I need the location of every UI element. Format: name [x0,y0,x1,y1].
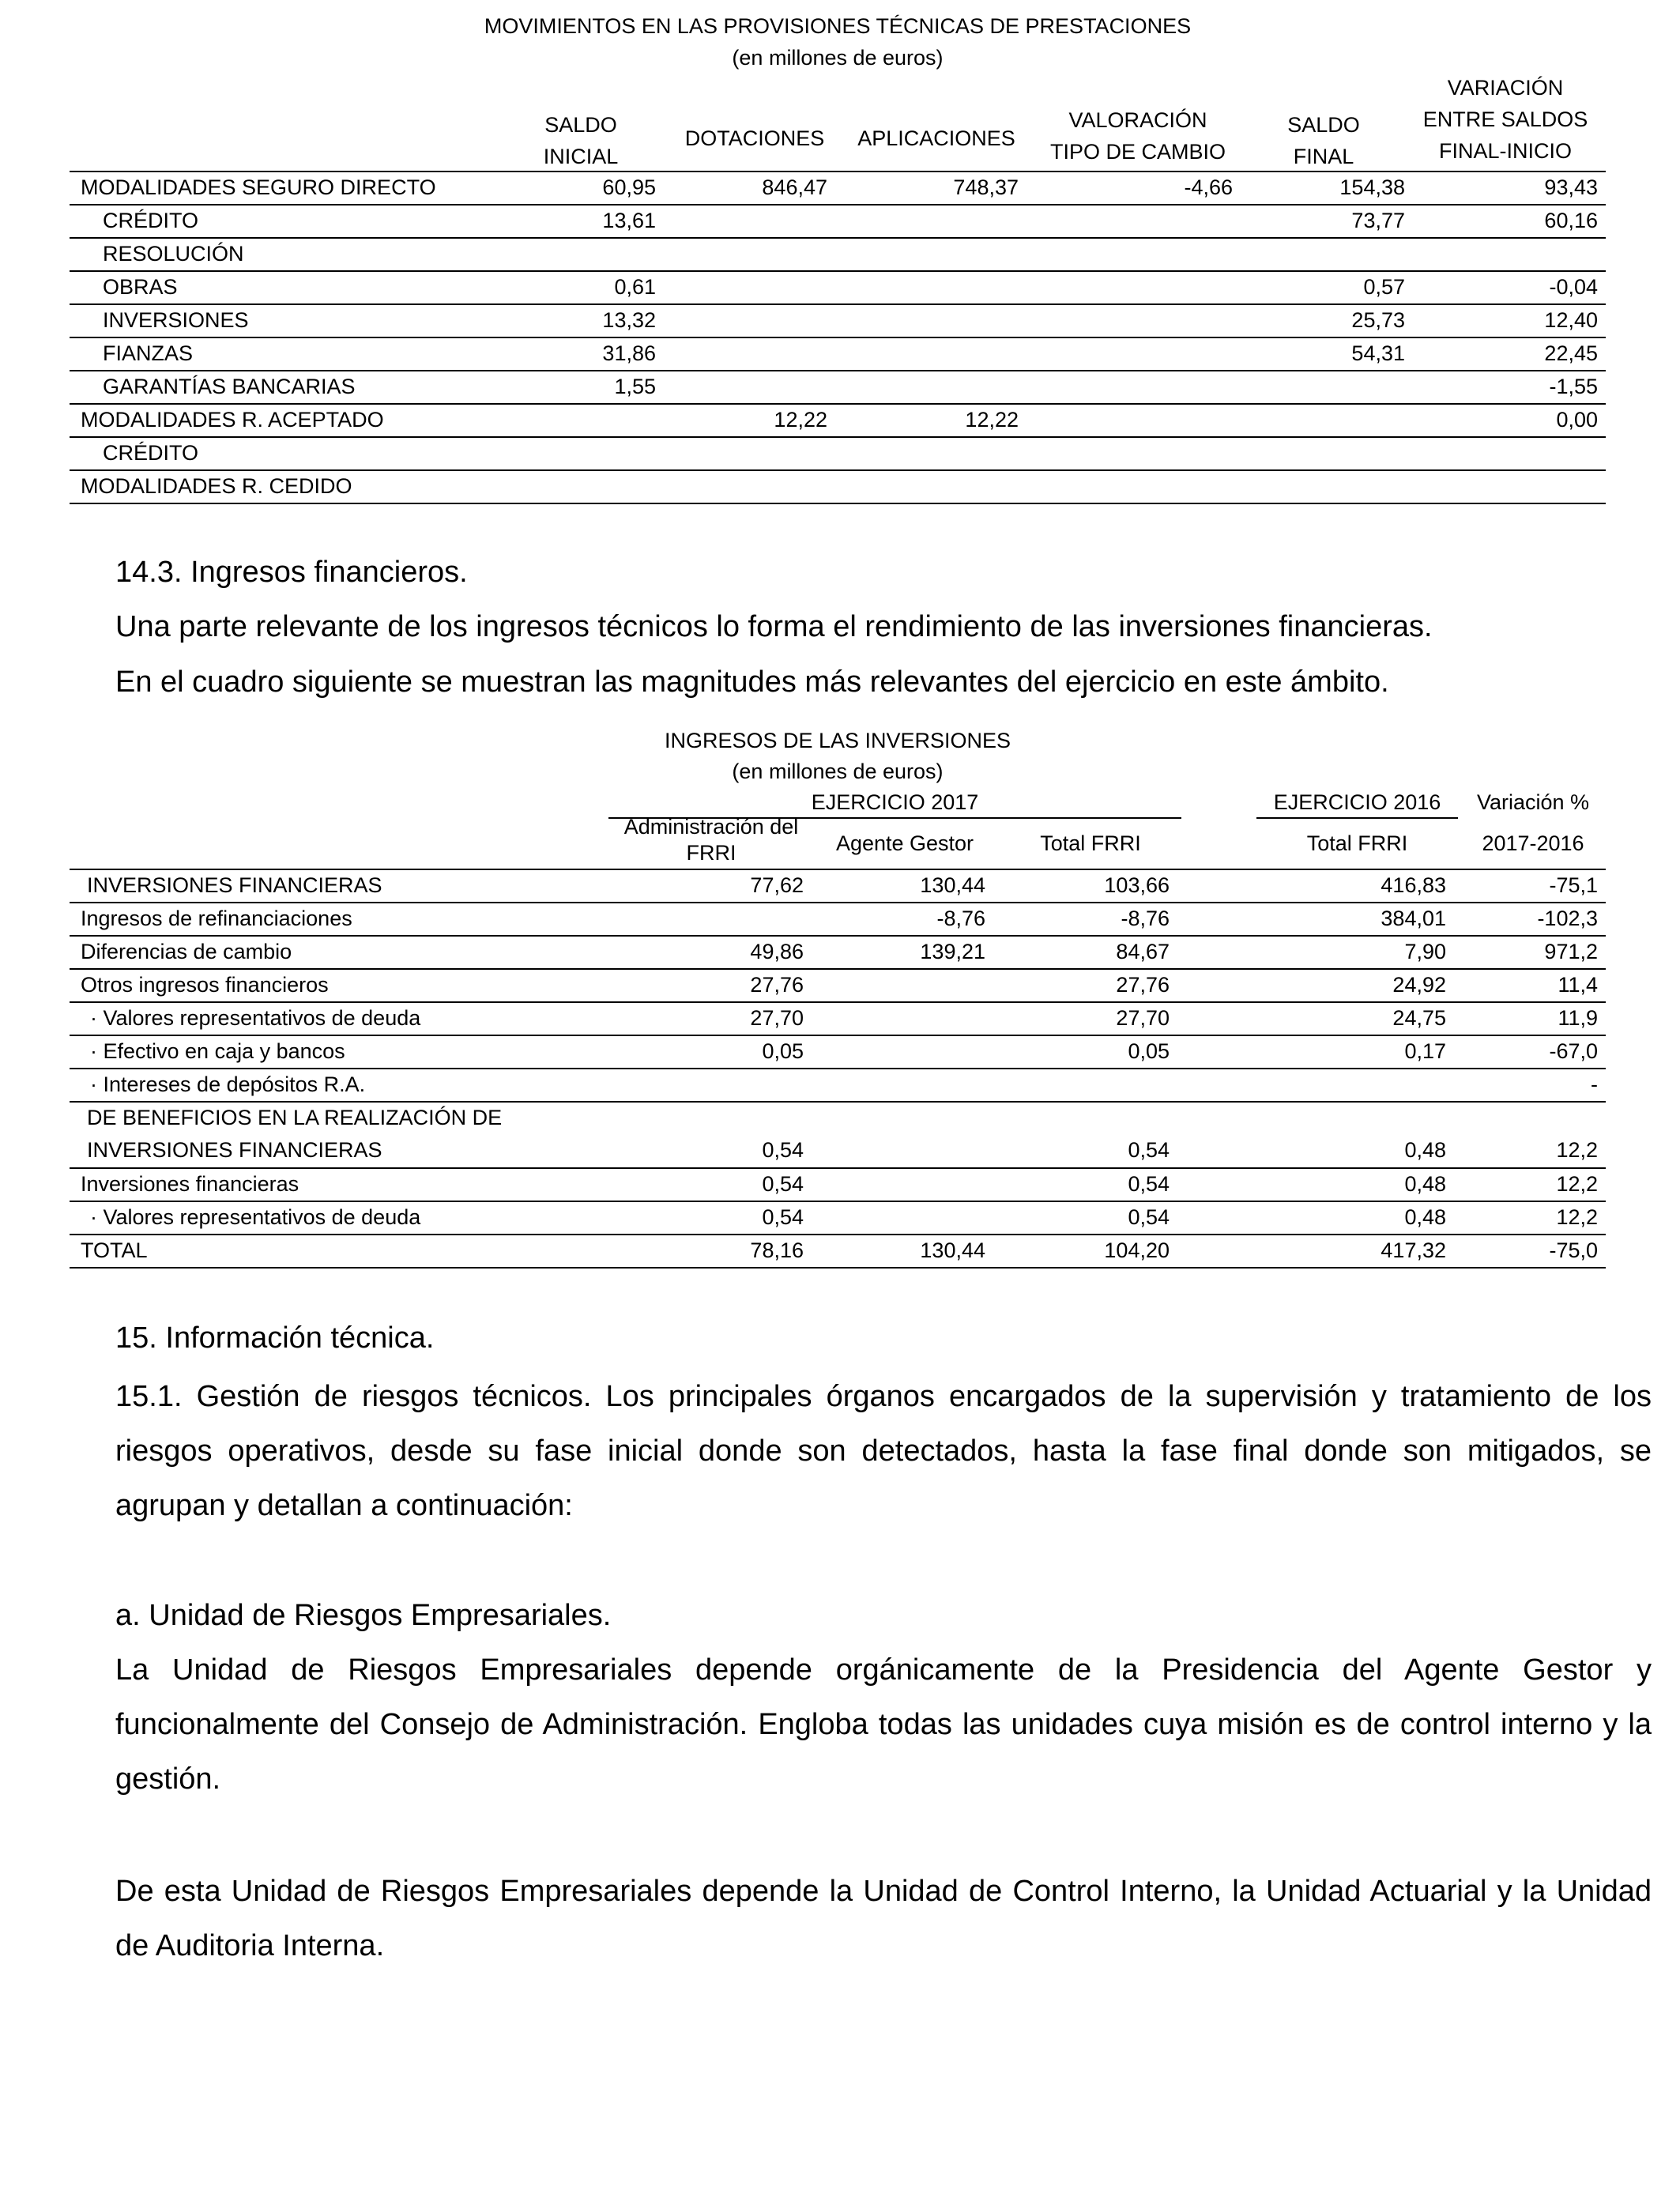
cell-value: 27,76 [1116,973,1170,997]
cell-value: 0,54 [762,1172,804,1196]
header-variacion [1399,72,1612,167]
paragraph: De esta Unidad de Riesgos Empresariales depende la Unidad de Control Interno, la Unidad Actuarial y la Unidad de Auditoria Interna. [115,1875,1652,1962]
header-agente-gestor: Agente Gestor [835,831,974,855]
cell-value: -1,55 [1549,375,1598,398]
header-line: ENTRE SALDOS [1422,107,1588,131]
cell-value: -4,66 [1184,175,1233,199]
cell-value: 0,48 [1404,1138,1446,1162]
table-row [70,903,1606,937]
header-administracion [608,814,814,866]
cell-value: 748,37 [953,175,1019,199]
cell-value: 25,73 [1351,308,1405,332]
row-label: Ingresos de refinanciaciones [81,907,352,930]
cell-value: 49,86 [750,940,804,963]
cell-value: 0,54 [1128,1138,1170,1162]
cell-value: 22,45 [1544,341,1598,365]
row-label: Diferencias de cambio [81,940,292,963]
header-aplicaciones: APLICACIONES [857,126,1015,150]
cell-value: 0,54 [762,1205,804,1229]
header-line: INICIAL [543,145,619,168]
cell-value: 77,62 [750,873,804,897]
table-row [70,272,1606,305]
table-row [70,970,1606,1003]
table-subtitle: (en millones de euros) [732,46,944,70]
row-label: MODALIDADES SEGURO DIRECTO [81,175,436,199]
cell-value: 31,86 [602,341,656,365]
row-label: · Valores representativos de deuda [90,1006,421,1030]
header-line: Administración del [623,815,799,839]
header-total-2017: Total FRRI [1040,831,1141,855]
table-row [70,870,1606,903]
group-2016: EJERCICIO 2016 [1273,790,1441,814]
table-row [70,1003,1606,1036]
header-line: FINAL [1293,145,1354,168]
cell-value: - [1591,1072,1598,1096]
cell-value: 27,70 [1116,1006,1170,1030]
table-row [70,1069,1606,1103]
cell-value: 0,61 [614,275,656,299]
header-line: VALORACIÓN [1068,108,1207,132]
row-label: · Efectivo en caja y bancos [90,1039,345,1063]
table-row [70,937,1606,970]
table-title: INGRESOS DE LAS INVERSIONES [664,729,1011,752]
row-label: DE BENEFICIOS EN LA REALIZACIÓN DE [87,1106,503,1129]
cell-value: 846,47 [762,175,827,199]
cell-value: 13,32 [602,308,656,332]
header-dotaciones: DOTACIONES [684,126,825,150]
group-2017: EJERCICIO 2017 [811,790,979,814]
table-row [70,471,1606,504]
row-label: · Intereses de depósitos R.A. [90,1072,366,1096]
table-row [70,239,1606,272]
cell-value: 11,9 [1558,1006,1598,1030]
group-2016-rule [1256,817,1458,819]
cell-value: 0,00 [1556,408,1598,432]
row-label: TOTAL [81,1238,148,1262]
cell-value: 60,95 [602,175,656,199]
row-label: CRÉDITO [103,441,199,465]
row-label: RESOLUCIÓN [103,242,244,266]
table-row [70,1036,1606,1069]
cell-value: 417,32 [1381,1238,1446,1262]
header-total-2016: Total FRRI [1306,831,1408,855]
cell-value: 0,54 [762,1138,804,1162]
header-line: SALDO [544,113,617,137]
table-row [70,1202,1606,1235]
header-line: FINAL-INICIO [1438,139,1572,163]
row-label: CRÉDITO [103,209,199,232]
cell-value: 73,77 [1351,209,1405,232]
section-heading: 14.3. Ingresos financieros. [115,556,468,589]
cell-value: 12,2 [1556,1205,1598,1229]
subsection-heading: a. Unidad de Riesgos Empresariales. [115,1599,612,1632]
cell-value: 11,4 [1558,973,1598,997]
row-label: Otros ingresos financieros [81,973,329,997]
header-valoracion [1035,104,1241,168]
header-line: FRRI [686,841,736,865]
cell-value: 104,20 [1104,1238,1170,1262]
cell-value: 130,44 [920,873,985,897]
cell-value: 13,61 [602,209,656,232]
row-label: MODALIDADES R. CEDIDO [81,474,352,498]
row-label: INVERSIONES [103,308,249,332]
cell-value: 0,48 [1404,1172,1446,1196]
header-line: SALDO [1287,113,1360,137]
cell-value: 7,90 [1404,940,1446,963]
table-title: MOVIMIENTOS EN LAS PROVISIONES TÉCNICAS DE PRESTACIONES [484,14,1192,38]
cell-value: 154,38 [1339,175,1405,199]
row-label: OBRAS [103,275,178,299]
group-variacion: Variación % [1476,790,1590,814]
header-saldo-inicial [522,109,640,172]
cell-value: 12,22 [965,408,1019,432]
cell-value: 0,54 [1128,1205,1170,1229]
row-label: FIANZAS [103,341,194,365]
cell-value: 971,2 [1544,940,1598,963]
cell-value: 93,43 [1544,175,1598,199]
header-line: TIPO DE CAMBIO [1049,140,1226,164]
row-label: Inversiones financieras [81,1172,299,1196]
paragraph: 15.1. Gestión de riesgos técnicos. Los principales órganos encargados de la supervisión y tratamiento de los riesgos operativos, desde su fase inicial donde son detectados, hasta la fase final donde son mitigados, se agrupan y detallan a continuación: [115,1380,1652,1522]
cell-value: 78,16 [750,1238,804,1262]
cell-value: -75,1 [1549,873,1598,897]
cell-value: 0,17 [1404,1039,1446,1063]
table-row [70,205,1606,239]
table-row [70,338,1606,371]
cell-value: 54,31 [1351,341,1405,365]
cell-value: 60,16 [1544,209,1598,232]
table-subtitle: (en millones de euros) [732,760,944,783]
cell-value: -8,76 [936,907,985,930]
cell-value: -0,04 [1549,275,1598,299]
header-saldo-final [1264,109,1383,172]
cell-value: -102,3 [1537,907,1598,930]
cell-value: 384,01 [1381,907,1446,930]
cell-value: -75,0 [1549,1238,1598,1262]
cell-value: 12,40 [1544,308,1598,332]
table-row [70,1103,1606,1169]
cell-value: 0,05 [1128,1039,1170,1063]
header-line: VARIACIÓN [1447,76,1564,100]
cell-value: 12,2 [1556,1172,1598,1196]
table-row [70,305,1606,338]
row-label: MODALIDADES R. ACEPTADO [81,408,384,432]
cell-value: 103,66 [1104,873,1170,897]
paragraph: En el cuadro siguiente se muestran las magnitudes más relevantes del ejercicio en este ámbito. [115,665,1389,699]
table-row [70,1169,1606,1202]
cell-value: 12,22 [774,408,827,432]
paragraph: Una parte relevante de los ingresos técnicos lo forma el rendimiento de las inversiones financieras. [115,610,1433,643]
cell-value: 24,92 [1392,973,1446,997]
cell-value: -67,0 [1549,1039,1598,1063]
table-row [70,405,1606,438]
cell-value: 27,76 [750,973,804,997]
row-label: INVERSIONES FINANCIERAS [87,873,382,897]
row-label: · Valores representativos de deuda [90,1205,421,1229]
table-row [70,371,1606,405]
cell-value: -8,76 [1121,907,1170,930]
cell-value: 0,05 [762,1039,804,1063]
cell-value: 84,67 [1116,940,1170,963]
cell-value: 0,57 [1363,275,1405,299]
cell-value: 0,48 [1404,1205,1446,1229]
row-label-continued: INVERSIONES FINANCIERAS [87,1138,382,1162]
header-variacion-years: 2017-2016 [1482,831,1584,855]
table-row [70,438,1606,471]
cell-value: 1,55 [614,375,656,398]
cell-value: 24,75 [1392,1006,1446,1030]
cell-value: 130,44 [920,1238,985,1262]
paragraph: La Unidad de Riesgos Empresariales depende orgánicamente de la Presidencia del Agente Gestor y funcionalmente del Consejo de Administración. Engloba todas las unidades cuya misión es de control interno y la gestión. [115,1653,1652,1796]
table-row [70,1235,1606,1269]
row-label: GARANTÍAS BANCARIAS [103,375,356,398]
cell-value: 27,70 [750,1006,804,1030]
cell-value: 139,21 [920,940,985,963]
table-row [70,172,1606,205]
cell-value: 12,2 [1556,1138,1598,1162]
cell-value: 0,54 [1128,1172,1170,1196]
cell-value: 416,83 [1381,873,1446,897]
section-heading: 15. Información técnica. [115,1321,435,1355]
